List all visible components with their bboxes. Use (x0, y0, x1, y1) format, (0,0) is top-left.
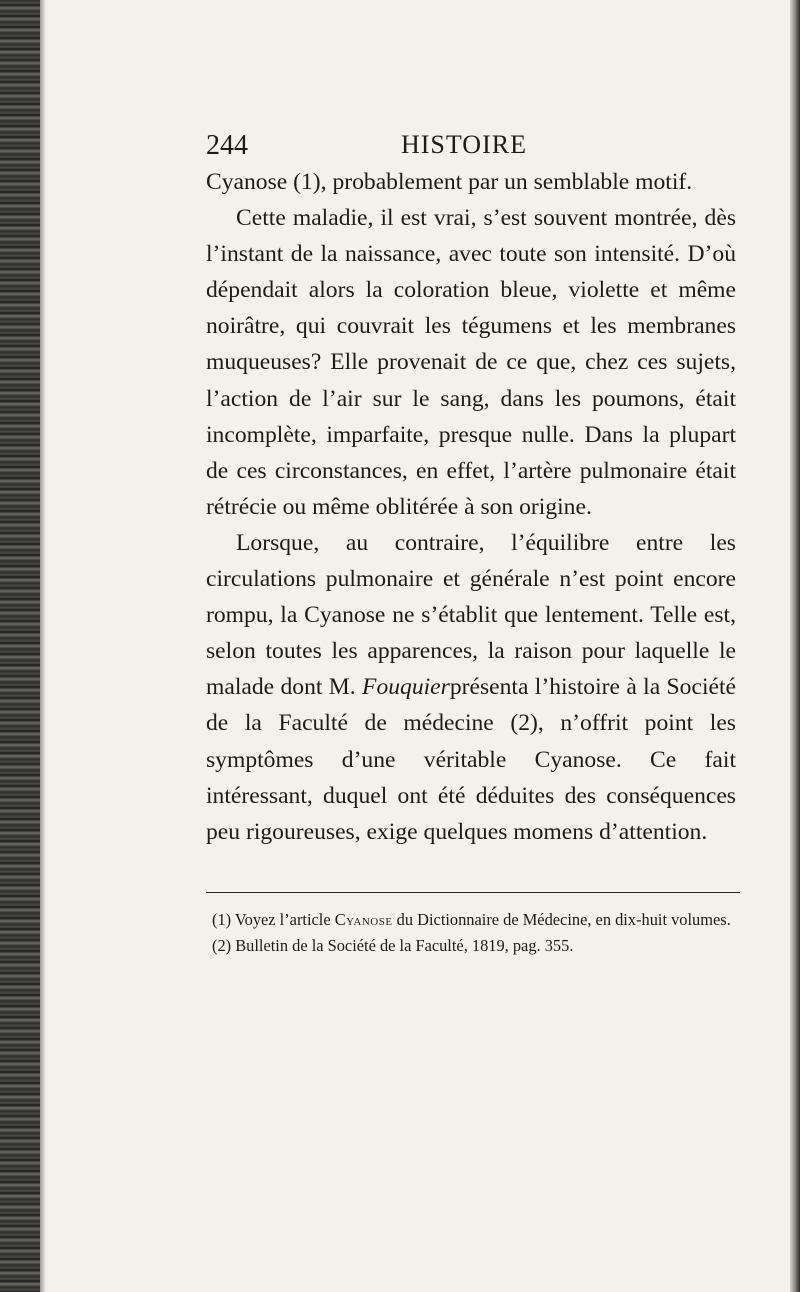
footnote-1-text-b: du Dictionnaire de Médecine, en dix-huit volumes. (392, 909, 731, 929)
footnote-1-term: Cyanose (334, 909, 393, 929)
footnote-1 (206, 907, 736, 933)
book-page (206, 120, 736, 959)
footnote-1-text-a: (1) Voyez l’article (212, 909, 335, 929)
footnote-2: (2) Bulletin de la Société de la Faculté, 1819, pag. 355. (212, 935, 574, 955)
paragraph-3-text-b: présenta l’histoire à la Société de la Faculté de médecine (2), n’offrit point les symptômes d’une véritable Cyanose. Ce fait intéressant, duquel ont été déduites des conséquences peu rigoureuses, exige quelques momens d’attention. (206, 674, 737, 845)
book-binding-edge (0, 0, 40, 1292)
running-head (206, 120, 736, 164)
paragraph-3 (206, 525, 736, 850)
paragraph-2: Cette maladie, il est vrai, s’est souvent montrée, dès l’instant de la naissance, avec toute son intensité. D’où dépendait alors la coloration bleue, violette et même noirâtre, qui couvrait les tégumens et les membranes muqueuses? Elle provenait de ce que, chez ces sujets, l’action de l’air sur le sang, dans les poumons, était incomplète, imparfaite, presque nulle. Dans la plupart de ces circonstances, en effet, l’artère pulmonaire était rétrécie ou même oblitérée à son origine. (206, 205, 736, 520)
page-number: 244 (206, 130, 248, 161)
running-title: HISTOIRE (401, 130, 527, 159)
footnote-rule (206, 892, 740, 893)
page-right-edge (790, 0, 800, 1292)
paragraph-1: Cyanose (1), probablement par un semblable motif. (206, 169, 693, 195)
author-name-fouquier: Fouquier (362, 674, 450, 701)
paragraph-3-text-a: Lorsque, au contraire, l’équilibre entre les circulations pulmonaire et générale n’est point encore rompu, la Cyanose ne s’établit que lentement. Telle est, selon toutes les apparences, la raison pour laquelle le malade dont M. (206, 529, 736, 701)
footnotes (206, 907, 736, 959)
body-text (206, 164, 736, 850)
